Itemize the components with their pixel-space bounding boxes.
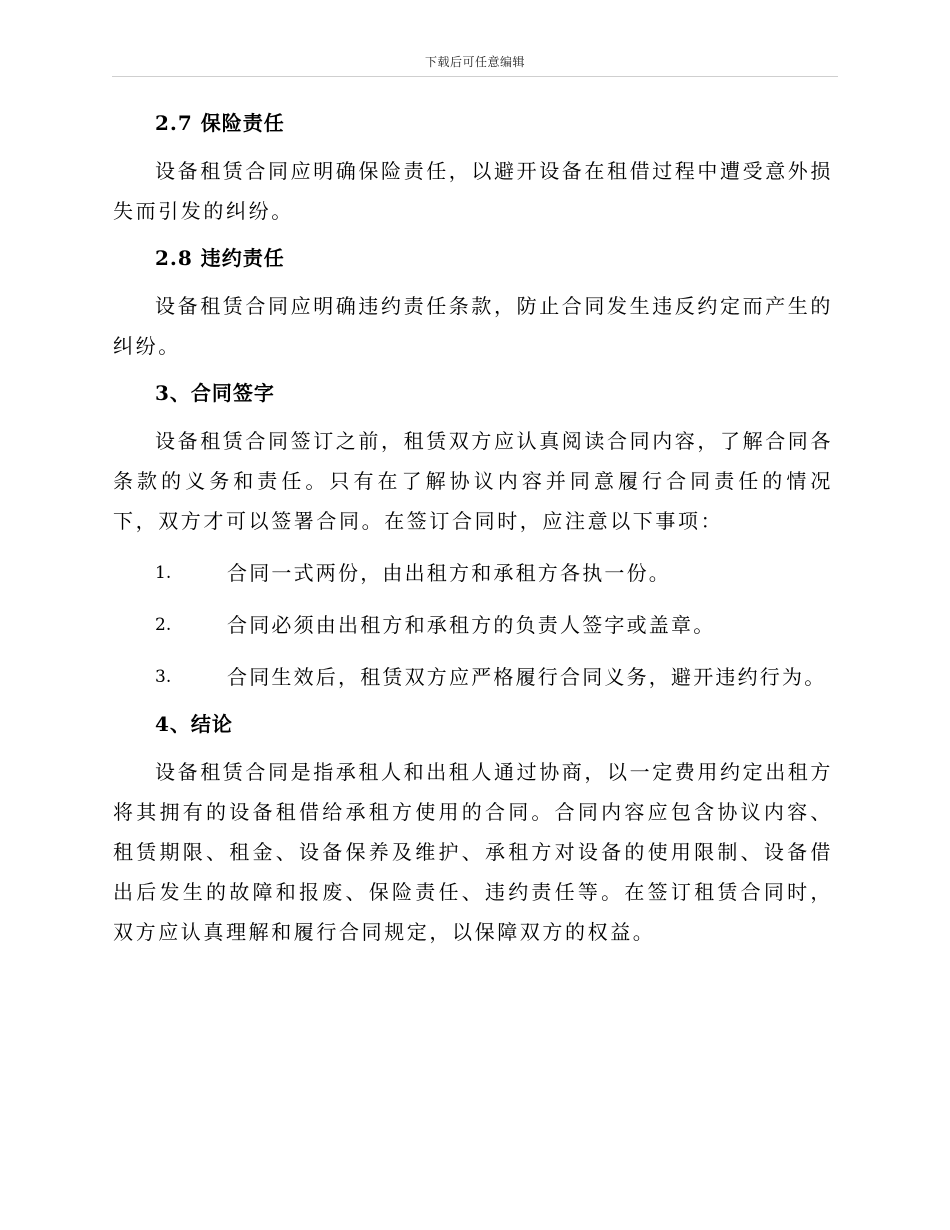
list-item xyxy=(113,553,833,593)
header-divider xyxy=(112,76,838,77)
section-paragraph-signing: 设备租赁合同签订之前，租赁双方应认真阅读合同内容，了解合同各条款的义务和责任。只有在了解协议内容并同意履行合同责任的情况下，双方才可以签署合同。在签订合同时，应注意以下事项： xyxy=(113,429,833,533)
list-item-text: 合同一式两份，由出租方和承租方各执一份。 xyxy=(227,561,671,585)
document-body xyxy=(113,108,833,964)
list-item-text: 合同生效后，租赁双方应严格履行合同义务，避开违约行为。 xyxy=(227,665,827,689)
section-heading-insurance: 2.7 保险责任 xyxy=(155,111,285,135)
section-heading-breach: 2.8 违约责任 xyxy=(155,246,285,270)
list-item xyxy=(113,657,833,697)
list-item-number: 1. xyxy=(155,563,172,583)
list-item-text: 合同必须由出租方和承租方的负责人签字或盖章。 xyxy=(227,613,716,637)
list-item xyxy=(113,605,833,645)
list-item-number: 2. xyxy=(155,615,172,635)
list-item-number: 3. xyxy=(155,667,172,687)
page-header: 下载后可任意编辑 xyxy=(424,55,525,69)
section-heading-conclusion: 4、结论 xyxy=(155,712,233,736)
section-heading-signing: 3、合同签字 xyxy=(155,381,275,405)
section-paragraph-breach: 设备租赁合同应明确违约责任条款，防止合同发生违反约定而产生的纠纷。 xyxy=(113,294,833,358)
section-paragraph-conclusion: 设备租赁合同是指承租人和出租人通过协商，以一定费用约定出租方将其拥有的设备租借给承租方使用的合同。合同内容应包含协议内容、租赁期限、租金、设备保养及维护、承租方对设备的使用限制、设备借出后发生的故障和报废、保险责任、违约责任等。在签订租赁合同时，双方应认真理解和履行合同规定，以保障双方的权益。 xyxy=(113,760,833,944)
section-paragraph-insurance: 设备租赁合同应明确保险责任，以避开设备在租借过程中遭受意外损失而引发的纠纷。 xyxy=(113,159,833,223)
